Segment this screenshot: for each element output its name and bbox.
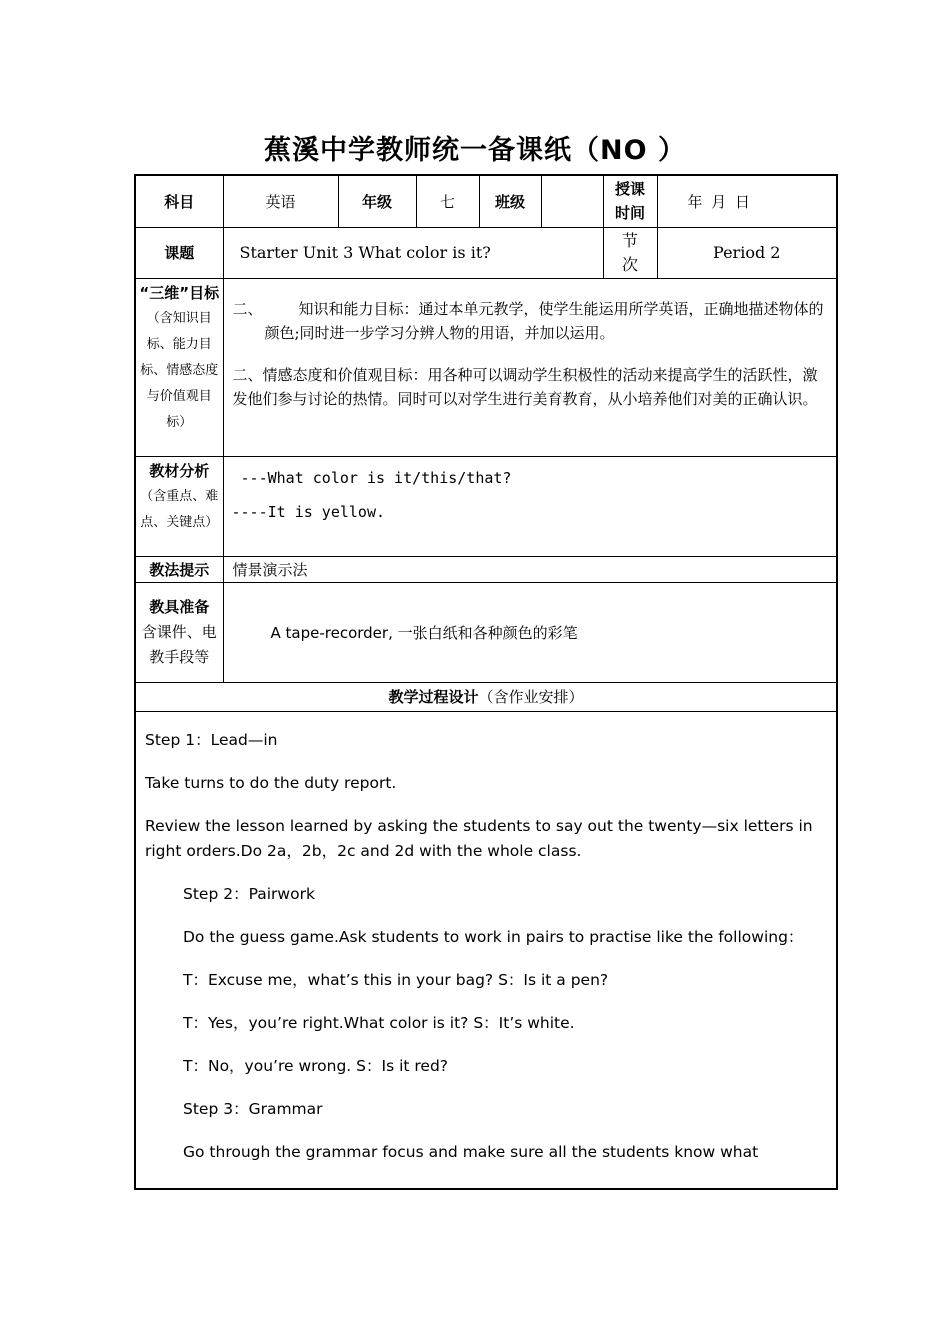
goal-item-2: 二、情感态度和价值观目标：用各种可以调动学生积极性的活动来提高学生的活跃性，激发他们参与讨论的热情。同时可以对学生进行美育教育，从小培养他们对美的正确认识。 (232, 365, 818, 408)
analysis-label-main: 教材分析 (149, 461, 210, 480)
step-1-title: Step 1：Lead—in (145, 730, 278, 749)
class-value (541, 176, 603, 227)
goals-content (223, 278, 836, 456)
period-value: Period 2 (657, 227, 836, 278)
period-label: 节次 (603, 227, 657, 278)
method-label: 教法提示 (136, 556, 223, 582)
process-paragraph: Go through the grammar focus and make sure all the students know what (183, 1142, 759, 1161)
topic-value: Starter Unit 3 What color is it? (223, 227, 603, 278)
analysis-line-2: ----It is yellow. (231, 502, 386, 521)
process-header (136, 682, 836, 711)
process-header-note: （含作业安排） (478, 688, 584, 706)
process-paragraph: Do the guess game.Ask students to work in pairs to practise like the following： (183, 927, 804, 946)
goal-item-1-number: 二、 (232, 299, 263, 318)
goals-label-sub: （含知识目标、能力目标、情感态度与价值观目标） (140, 310, 219, 430)
process-content (136, 711, 836, 1183)
goal-item-1 (233, 297, 831, 345)
analysis-content (223, 456, 836, 556)
tools-label-sub: 含课件、电教手段等 (141, 622, 217, 666)
dialogue-line: T：Yes，you’re right.What color is it? S：It’s white. (183, 1013, 575, 1032)
dialogue-line: T：Excuse me，what’s this in your bag? S：Is it a pen? (183, 970, 609, 989)
grade-label: 年级 (338, 176, 416, 227)
tools-value: A tape-recorder, 一张白纸和各种颜色的彩笔 (223, 582, 836, 682)
process-header-title: 教学过程设计 (388, 688, 479, 706)
lesson-plan-table (134, 174, 838, 1190)
subject-label: 科目 (136, 176, 223, 227)
analysis-label-sub: （含重点、难点、关键点） (140, 488, 219, 530)
goals-label-main: “三维”目标 (139, 283, 220, 302)
process-paragraph: Review the lesson learned by asking the students to say out the twenty—six letters in right orders.Do 2a，2b，2c and 2d with the whole class. (145, 816, 813, 860)
method-value: 情景演示法 (223, 556, 836, 582)
class-label: 班级 (479, 176, 541, 227)
dialogue-line: T：No，you’re wrong. S：Is it red? (183, 1056, 449, 1075)
topic-label: 课题 (136, 227, 223, 278)
step-3-title: Step 3：Grammar (183, 1099, 323, 1118)
page-title: 蕉溪中学教师统一备课纸（NO ） (264, 135, 686, 166)
step-2-title: Step 2：Pairwork (183, 884, 315, 903)
goals-label (136, 278, 223, 456)
analysis-line-1: ---What color is it/this/that? (231, 468, 512, 487)
tools-label-main: 教具准备 (149, 597, 210, 616)
date-value: 年 月 日 (657, 176, 836, 227)
time-label: 授课时间 (603, 176, 657, 227)
grade-value: 七 (416, 176, 479, 227)
tools-label (136, 582, 223, 682)
analysis-label (136, 456, 223, 556)
process-paragraph: Take turns to do the duty report. (145, 773, 397, 792)
subject-value: 英语 (223, 176, 338, 227)
goal-item-1-text: 知识和能力目标：通过本单元教学，使学生能运用所学英语，正确地描述物体的颜色;同时进一步学习分辨人物的用语，并加以运用。 (264, 299, 824, 342)
